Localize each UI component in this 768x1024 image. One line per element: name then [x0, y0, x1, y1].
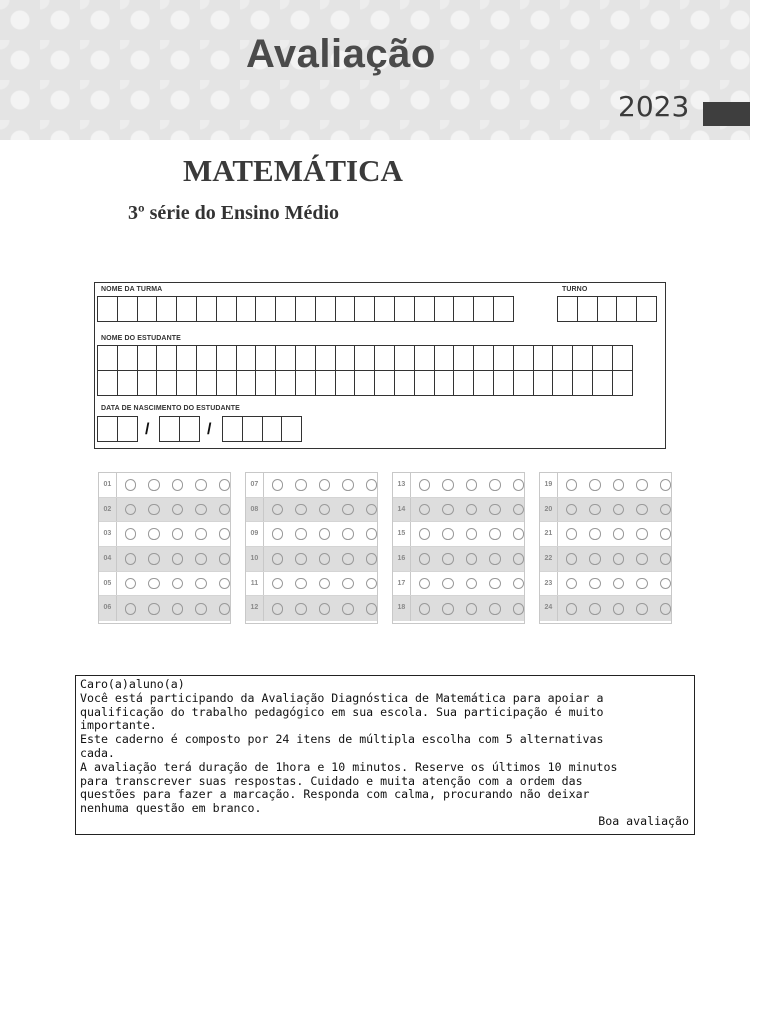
class-name-cell[interactable] [137, 296, 158, 322]
answer-bubble[interactable] [366, 504, 377, 516]
student-name-cell[interactable] [493, 345, 514, 371]
class-name-cell[interactable] [354, 296, 375, 322]
answer-bubble[interactable] [125, 479, 136, 491]
answer-bubble[interactable] [419, 603, 430, 615]
student-name-cell[interactable] [374, 370, 395, 396]
student-name-cell[interactable] [434, 370, 455, 396]
shift-boxes[interactable] [557, 296, 656, 322]
year-accent-bar [703, 102, 750, 126]
student-name-label: NOME DO ESTUDANTE [101, 335, 181, 342]
student-name-cell[interactable] [612, 370, 633, 396]
signoff: Boa avaliação [598, 814, 689, 829]
answer-bubble[interactable] [172, 528, 183, 540]
student-name-cell[interactable] [394, 345, 415, 371]
date-separator: / [145, 421, 150, 438]
birth-day-boxes[interactable] [97, 416, 137, 442]
answer-row [540, 547, 671, 572]
answer-row [540, 522, 671, 547]
answer-bubble[interactable] [172, 578, 183, 590]
answer-bubble[interactable] [636, 578, 647, 590]
answer-block [539, 472, 672, 624]
question-number: 22 [540, 547, 558, 571]
answer-bubble[interactable] [195, 504, 206, 516]
answer-bubble[interactable] [566, 479, 577, 491]
answer-bubble[interactable] [125, 528, 136, 540]
answer-bubble[interactable] [195, 479, 206, 491]
answer-bubble[interactable] [636, 603, 647, 615]
student-name-cell[interactable] [513, 370, 534, 396]
header-banner [0, 0, 750, 140]
instruction-line: cada. [80, 745, 115, 760]
student-name-cell[interactable] [275, 345, 296, 371]
answer-row [246, 596, 377, 621]
answer-bubble[interactable] [589, 479, 600, 491]
question-number: 07 [246, 473, 264, 497]
answer-bubble[interactable] [219, 603, 230, 615]
answer-bubble[interactable] [636, 479, 647, 491]
student-name-cell[interactable] [176, 345, 197, 371]
question-number: 17 [393, 572, 411, 596]
class-name-cell[interactable] [315, 296, 336, 322]
answer-bubble[interactable] [172, 603, 183, 615]
answer-bubble[interactable] [148, 479, 159, 491]
answer-block [392, 472, 525, 624]
answer-bubble[interactable] [442, 504, 453, 516]
student-name-cell[interactable] [275, 370, 296, 396]
shift-label: TURNO [562, 286, 588, 293]
class-name-cell[interactable] [216, 296, 237, 322]
answer-bubble[interactable] [219, 553, 230, 565]
header-title: Avaliação [246, 32, 436, 76]
student-name-boxes-row-2[interactable] [97, 370, 632, 396]
answer-bubble[interactable] [295, 603, 306, 615]
class-name-boxes[interactable] [97, 296, 513, 322]
class-name-cell[interactable] [236, 296, 257, 322]
answer-bubble[interactable] [613, 479, 624, 491]
student-name-cell[interactable] [612, 345, 633, 371]
answer-bubble[interactable] [613, 504, 624, 516]
answer-row [246, 498, 377, 523]
instruction-line: Você está participando da Avaliação Diagnóstica de Matemática para apoiar a [80, 690, 604, 705]
answer-bubble[interactable] [319, 553, 330, 565]
answer-bubble[interactable] [195, 578, 206, 590]
answer-bubble[interactable] [172, 504, 183, 516]
answer-bubble[interactable] [589, 578, 600, 590]
student-name-cell[interactable] [552, 370, 573, 396]
student-name-cell[interactable] [394, 370, 415, 396]
question-number: 10 [246, 547, 264, 571]
answer-bubble[interactable] [513, 479, 524, 491]
answer-bubble[interactable] [272, 553, 283, 565]
answer-row [99, 572, 230, 597]
question-number: 02 [99, 498, 117, 522]
answer-bubble[interactable] [566, 578, 577, 590]
question-number: 16 [393, 547, 411, 571]
answer-row [99, 473, 230, 498]
answer-bubble[interactable] [342, 578, 353, 590]
instructions-box [75, 675, 695, 835]
answer-bubble[interactable] [342, 528, 353, 540]
answer-bubble[interactable] [660, 504, 671, 516]
student-name-cell[interactable] [156, 370, 177, 396]
answer-bubble[interactable] [319, 528, 330, 540]
answer-bubble[interactable] [148, 504, 159, 516]
answer-row [393, 572, 524, 597]
answer-row [246, 547, 377, 572]
answer-bubble[interactable] [319, 504, 330, 516]
class-name-cell[interactable] [394, 296, 415, 322]
question-number: 18 [393, 596, 411, 621]
answer-bubble[interactable] [125, 578, 136, 590]
birth-date-label: DATA DE NASCIMENTO DO ESTUDANTE [101, 405, 240, 412]
class-name-cell[interactable] [176, 296, 197, 322]
answer-bubble[interactable] [366, 553, 377, 565]
answer-bubble[interactable] [566, 528, 577, 540]
answer-bubble[interactable] [566, 553, 577, 565]
grade-subtitle: 3º série do Ensino Médio [128, 202, 340, 224]
answer-bubble[interactable] [342, 479, 353, 491]
answer-bubble[interactable] [513, 603, 524, 615]
answer-bubble[interactable] [613, 578, 624, 590]
answer-bubble[interactable] [295, 578, 306, 590]
student-name-cell[interactable] [493, 370, 514, 396]
answer-row [393, 473, 524, 498]
answer-bubble[interactable] [148, 528, 159, 540]
question-number: 14 [393, 498, 411, 522]
class-name-cell[interactable] [414, 296, 435, 322]
answer-block [98, 472, 231, 624]
student-name-cell[interactable] [533, 370, 554, 396]
answer-bubble[interactable] [442, 479, 453, 491]
student-name-cell[interactable] [533, 345, 554, 371]
answer-row [99, 547, 230, 572]
question-number: 06 [99, 596, 117, 621]
answer-row [246, 522, 377, 547]
answer-bubble[interactable] [419, 528, 430, 540]
student-name-cell[interactable] [97, 345, 118, 371]
shift-cell[interactable] [636, 296, 657, 322]
answer-bubble[interactable] [442, 603, 453, 615]
answer-bubble[interactable] [366, 528, 377, 540]
instructions-text [80, 678, 690, 816]
answer-bubble[interactable] [466, 603, 477, 615]
birth-year-cell[interactable] [222, 416, 243, 442]
answer-bubble[interactable] [613, 528, 624, 540]
answer-bubble[interactable] [442, 528, 453, 540]
class-name-cell[interactable] [117, 296, 138, 322]
birth-month-cell[interactable] [159, 416, 180, 442]
answer-bubble[interactable] [195, 528, 206, 540]
student-name-cell[interactable] [374, 345, 395, 371]
answer-bubble[interactable] [513, 528, 524, 540]
class-name-cell[interactable] [295, 296, 316, 322]
answer-bubble[interactable] [125, 504, 136, 516]
student-name-cell[interactable] [592, 370, 613, 396]
class-name-label: NOME DA TURMA [101, 286, 163, 293]
question-number: 08 [246, 498, 264, 522]
question-number: 19 [540, 473, 558, 497]
student-name-cell[interactable] [354, 345, 375, 371]
student-name-cell[interactable] [196, 345, 217, 371]
class-name-cell[interactable] [493, 296, 514, 322]
answer-bubble[interactable] [295, 479, 306, 491]
answer-bubble[interactable] [660, 603, 671, 615]
class-name-cell[interactable] [374, 296, 395, 322]
answer-bubble[interactable] [195, 603, 206, 615]
student-name-cell[interactable] [216, 370, 237, 396]
answer-bubble[interactable] [466, 504, 477, 516]
student-name-cell[interactable] [414, 370, 435, 396]
answer-bubble[interactable] [636, 528, 647, 540]
answer-bubble[interactable] [466, 578, 477, 590]
class-name-cell[interactable] [156, 296, 177, 322]
answer-bubble[interactable] [219, 479, 230, 491]
student-name-cell[interactable] [137, 370, 158, 396]
student-name-cell[interactable] [117, 345, 138, 371]
question-number: 20 [540, 498, 558, 522]
answer-bubble[interactable] [295, 553, 306, 565]
answer-row [540, 596, 671, 621]
answer-bubble[interactable] [419, 504, 430, 516]
answer-bubble[interactable] [513, 578, 524, 590]
student-name-cell[interactable] [434, 345, 455, 371]
question-number: 24 [540, 596, 558, 621]
birth-year-cell[interactable] [262, 416, 283, 442]
question-number: 15 [393, 522, 411, 546]
answer-row [393, 596, 524, 621]
student-name-cell[interactable] [335, 345, 356, 371]
instruction-line: Caro(a)aluno(a) [80, 677, 185, 691]
answer-bubble[interactable] [219, 504, 230, 516]
question-number: 04 [99, 547, 117, 571]
header-year: 2023 [618, 90, 690, 123]
answer-bubble[interactable] [125, 553, 136, 565]
instruction-line: importante. [80, 718, 157, 733]
answer-bubble[interactable] [589, 528, 600, 540]
student-name-cell[interactable] [216, 345, 237, 371]
question-number: 12 [246, 596, 264, 621]
answer-bubble[interactable] [272, 528, 283, 540]
class-name-cell[interactable] [453, 296, 474, 322]
answer-bubble[interactable] [489, 553, 500, 565]
answer-bubble[interactable] [366, 479, 377, 491]
answer-bubble[interactable] [148, 553, 159, 565]
answer-bubble[interactable] [660, 528, 671, 540]
answer-bubble[interactable] [272, 479, 283, 491]
student-info-form [94, 282, 666, 449]
question-number: 13 [393, 473, 411, 497]
answer-bubble[interactable] [489, 578, 500, 590]
class-name-cell[interactable] [275, 296, 296, 322]
answer-bubble[interactable] [466, 479, 477, 491]
class-name-cell[interactable] [434, 296, 455, 322]
answer-row [540, 473, 671, 498]
answer-row [393, 547, 524, 572]
student-name-cell[interactable] [137, 345, 158, 371]
instruction-line: questões para fazer a marcação. Responda com calma, procurando não deixar [80, 787, 590, 802]
student-name-cell[interactable] [473, 370, 494, 396]
answer-bubble[interactable] [660, 479, 671, 491]
shift-cell[interactable] [597, 296, 618, 322]
answer-row [540, 498, 671, 523]
shift-cell[interactable] [557, 296, 578, 322]
answer-bubble[interactable] [319, 603, 330, 615]
student-name-cell[interactable] [117, 370, 138, 396]
answer-row [393, 498, 524, 523]
student-name-boxes-row-1[interactable] [97, 345, 632, 371]
student-name-cell[interactable] [236, 370, 257, 396]
student-name-cell[interactable] [236, 345, 257, 371]
student-name-cell[interactable] [453, 370, 474, 396]
answer-bubble[interactable] [589, 603, 600, 615]
class-name-cell[interactable] [473, 296, 494, 322]
answer-bubble[interactable] [489, 528, 500, 540]
class-name-cell[interactable] [255, 296, 276, 322]
answer-bubble[interactable] [613, 603, 624, 615]
instruction-line: Este caderno é composto por 24 itens de múltipla escolha com 5 alternativas [80, 732, 604, 747]
student-name-cell[interactable] [572, 370, 593, 396]
question-number: 23 [540, 572, 558, 596]
class-name-cell[interactable] [196, 296, 217, 322]
student-name-cell[interactable] [315, 345, 336, 371]
question-number: 11 [246, 572, 264, 596]
student-name-cell[interactable] [354, 370, 375, 396]
answer-bubble[interactable] [489, 479, 500, 491]
instruction-line: A avaliação terá duração de 1hora e 10 minutos. Reserve os últimos 10 minutos [80, 759, 618, 774]
shift-cell[interactable] [577, 296, 598, 322]
student-name-cell[interactable] [156, 345, 177, 371]
answer-bubble[interactable] [272, 578, 283, 590]
answer-bubble[interactable] [513, 553, 524, 565]
instruction-line: qualificação do trabalho pedagógico em sua escola. Sua participação é muito [80, 704, 604, 719]
answer-bubble[interactable] [342, 504, 353, 516]
student-name-cell[interactable] [414, 345, 435, 371]
answer-bubble[interactable] [366, 603, 377, 615]
answer-bubble[interactable] [489, 504, 500, 516]
birth-day-cell[interactable] [97, 416, 118, 442]
class-name-cell[interactable] [335, 296, 356, 322]
answer-bubble[interactable] [125, 603, 136, 615]
answer-bubble[interactable] [172, 553, 183, 565]
answer-row [246, 473, 377, 498]
answer-bubble[interactable] [466, 528, 477, 540]
answer-bubble[interactable] [319, 578, 330, 590]
answer-bubble[interactable] [442, 578, 453, 590]
answer-row [246, 572, 377, 597]
answer-bubble[interactable] [295, 528, 306, 540]
answer-bubble[interactable] [342, 553, 353, 565]
answer-row [393, 522, 524, 547]
student-name-cell[interactable] [255, 345, 276, 371]
answer-bubble[interactable] [566, 603, 577, 615]
student-name-cell[interactable] [513, 345, 534, 371]
student-name-cell[interactable] [592, 345, 613, 371]
student-name-cell[interactable] [97, 370, 118, 396]
answer-bubble[interactable] [295, 504, 306, 516]
student-name-cell[interactable] [295, 345, 316, 371]
student-name-cell[interactable] [255, 370, 276, 396]
question-number: 21 [540, 522, 558, 546]
answer-bubble[interactable] [589, 504, 600, 516]
answer-bubble[interactable] [442, 553, 453, 565]
answer-row [99, 498, 230, 523]
answer-bubble[interactable] [513, 504, 524, 516]
answer-bubble[interactable] [272, 504, 283, 516]
birth-year-cell[interactable] [281, 416, 302, 442]
class-name-cell[interactable] [97, 296, 118, 322]
question-number: 05 [99, 572, 117, 596]
answer-bubble[interactable] [272, 603, 283, 615]
answer-bubble[interactable] [319, 479, 330, 491]
answer-bubble[interactable] [148, 578, 159, 590]
answer-row [540, 572, 671, 597]
answer-bubble[interactable] [613, 553, 624, 565]
shift-cell[interactable] [616, 296, 637, 322]
answer-bubble[interactable] [636, 504, 647, 516]
subject-title: MATEMÁTICA [183, 153, 403, 188]
student-name-cell[interactable] [176, 370, 197, 396]
student-name-cell[interactable] [473, 345, 494, 371]
question-number: 09 [246, 522, 264, 546]
question-number: 01 [99, 473, 117, 497]
student-name-cell[interactable] [295, 370, 316, 396]
answer-row [99, 522, 230, 547]
answer-bubble[interactable] [195, 553, 206, 565]
date-separator: / [207, 421, 212, 438]
birth-month-cell[interactable] [179, 416, 200, 442]
answer-bubble[interactable] [566, 504, 577, 516]
answer-bubble[interactable] [219, 528, 230, 540]
student-name-cell[interactable] [453, 345, 474, 371]
birth-month-boxes[interactable] [159, 416, 199, 442]
student-name-cell[interactable] [196, 370, 217, 396]
student-name-cell[interactable] [572, 345, 593, 371]
answer-bubble[interactable] [660, 553, 671, 565]
answer-bubble[interactable] [366, 578, 377, 590]
answer-row [99, 596, 230, 621]
answer-bubble[interactable] [219, 578, 230, 590]
answer-bubble[interactable] [489, 603, 500, 615]
question-number: 03 [99, 522, 117, 546]
instruction-line: nenhuma questão em branco. [80, 801, 262, 816]
answer-bubble[interactable] [419, 479, 430, 491]
student-name-cell[interactable] [315, 370, 336, 396]
answer-bubble[interactable] [466, 553, 477, 565]
birth-year-boxes[interactable] [222, 416, 301, 442]
answer-block [245, 472, 378, 624]
answer-bubble[interactable] [172, 479, 183, 491]
answer-bubble[interactable] [419, 578, 430, 590]
answer-bubble[interactable] [148, 603, 159, 615]
birth-day-cell[interactable] [117, 416, 138, 442]
answer-bubble[interactable] [342, 603, 353, 615]
student-name-cell[interactable] [335, 370, 356, 396]
answer-bubble[interactable] [589, 553, 600, 565]
instruction-line: para transcrever suas respostas. Cuidado e muita atenção com a ordem das [80, 773, 583, 788]
birth-year-cell[interactable] [242, 416, 263, 442]
student-name-cell[interactable] [552, 345, 573, 371]
answer-bubble[interactable] [636, 553, 647, 565]
answer-bubble[interactable] [419, 553, 430, 565]
answer-bubble[interactable] [660, 578, 671, 590]
